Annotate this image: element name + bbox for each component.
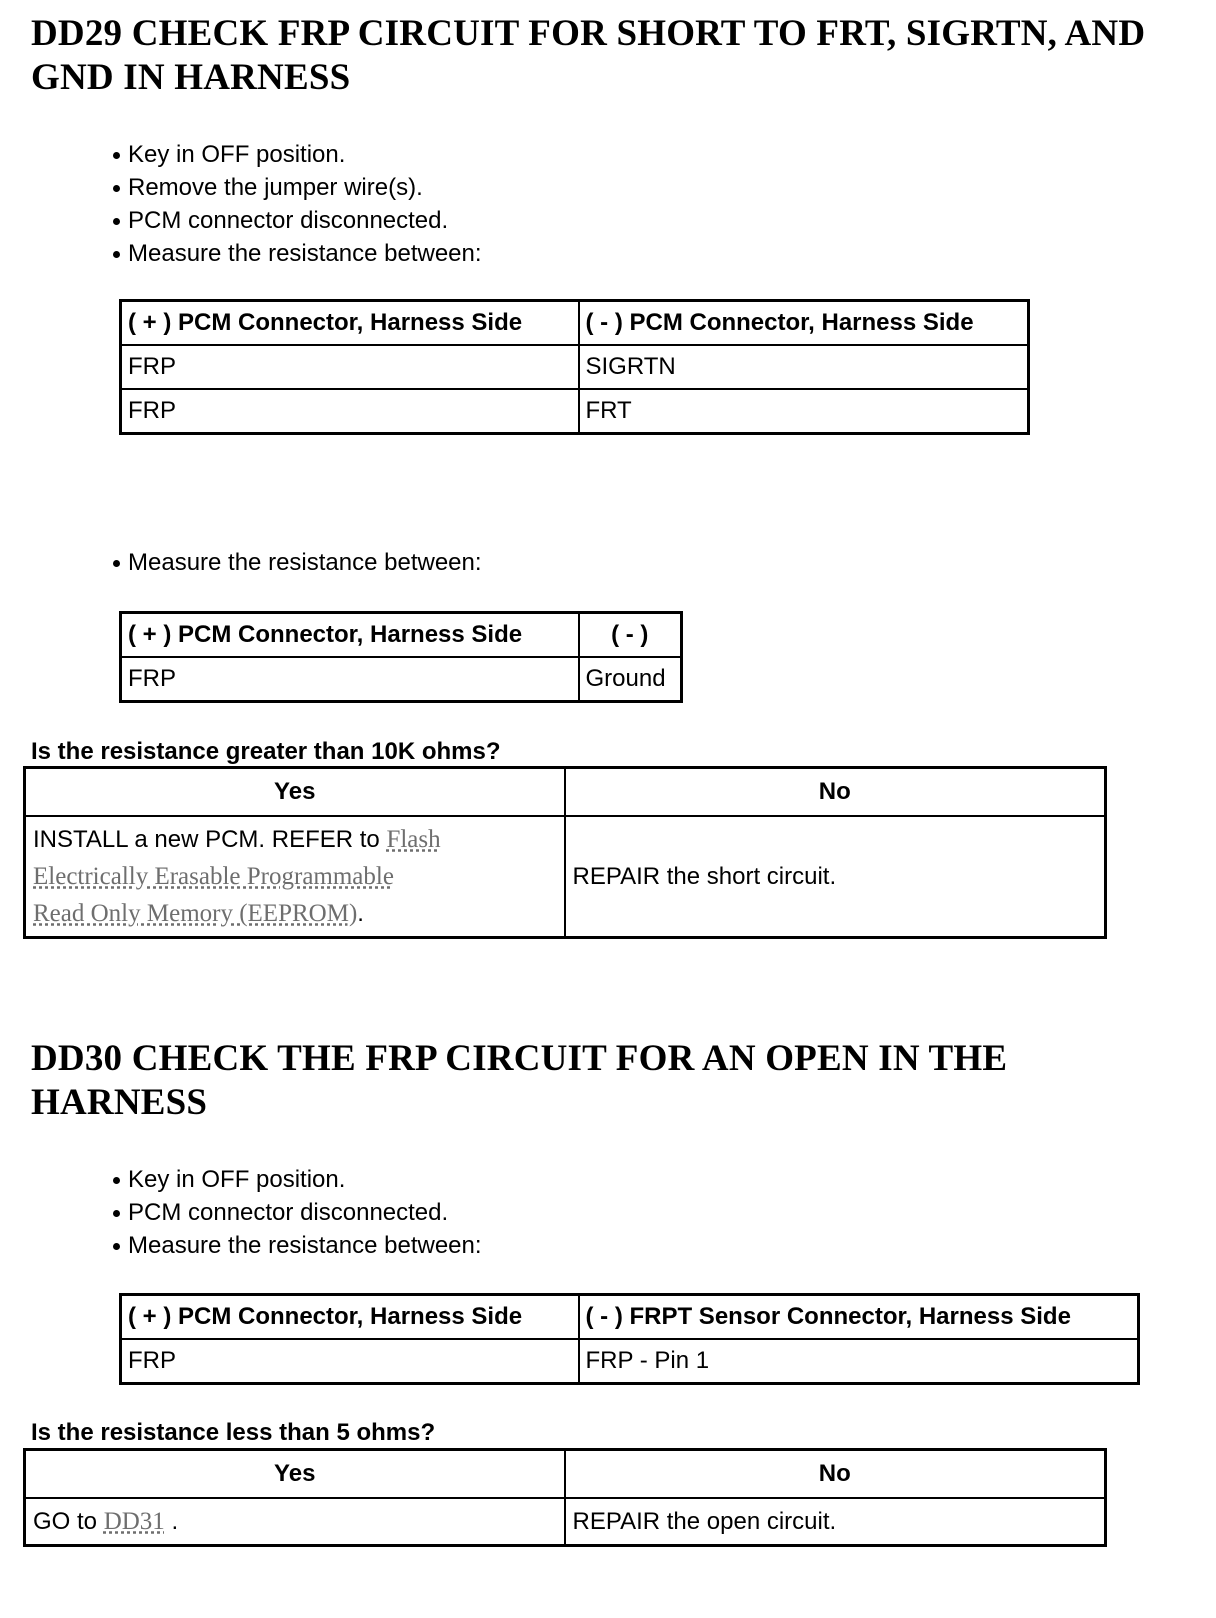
dd30-title xyxy=(31,1037,1007,1125)
column-header: ( - ) PCM Connector, Harness Side xyxy=(579,301,1029,346)
column-header: ( - ) FRPT Sensor Connector, Harness Side xyxy=(579,1295,1139,1340)
table-cell: FRP xyxy=(121,345,579,389)
dd29-measurement-table-2 xyxy=(119,611,683,703)
table-row xyxy=(121,389,1029,434)
list-item: Key in OFF position. xyxy=(112,138,482,171)
list-item: Measure the resistance between: xyxy=(112,1229,482,1262)
yes-cell xyxy=(25,816,565,938)
table-header-row xyxy=(25,768,1106,817)
table-cell: FRP xyxy=(121,389,579,434)
dd29-measurement-table-1 xyxy=(119,299,1030,435)
dd29-title-line2: GND IN HARNESS xyxy=(31,57,351,98)
dd29-bullet-measure: Measure the resistance between: xyxy=(112,546,482,579)
yes-suffix: . xyxy=(357,900,364,927)
no-cell: REPAIR the short circuit. xyxy=(565,816,1106,938)
dd29-title xyxy=(31,12,1145,100)
column-header: ( - ) xyxy=(579,613,682,658)
eeprom-link-line1[interactable]: Flash xyxy=(386,826,441,853)
table-cell: FRP xyxy=(121,1339,579,1384)
yes-header: Yes xyxy=(25,768,565,817)
table-row xyxy=(25,816,1106,938)
dd30-result-table xyxy=(23,1448,1107,1547)
column-header: ( + ) PCM Connector, Harness Side xyxy=(121,613,579,658)
table-cell: Ground xyxy=(579,657,682,702)
table-header-row xyxy=(121,1295,1139,1340)
no-header: No xyxy=(565,1450,1106,1499)
dd30-measurement-table xyxy=(119,1293,1140,1385)
list-item: PCM connector disconnected. xyxy=(112,204,482,237)
table-row xyxy=(121,1339,1139,1384)
table-row xyxy=(121,657,682,702)
dd29-title-line1: DD29 CHECK FRP CIRCUIT FOR SHORT TO FRT, SIGRTN, AND xyxy=(31,13,1146,54)
no-header: No xyxy=(565,768,1106,817)
eeprom-link-line2[interactable]: Electrically Erasable Programmable xyxy=(33,863,394,890)
dd30-title-line1: DD30 CHECK THE FRP CIRCUIT FOR AN OPEN IN THE xyxy=(31,1038,1008,1079)
yes-text: GO to xyxy=(33,1508,98,1535)
dd29-question: Is the resistance greater than 10K ohms? xyxy=(31,738,501,765)
table-cell: SIGRTN xyxy=(579,345,1029,389)
dd30-title-line2: HARNESS xyxy=(31,1082,208,1123)
dd29-result-table xyxy=(23,766,1107,939)
table-header-row xyxy=(121,301,1029,346)
yes-suffix: . xyxy=(164,1508,179,1535)
list-item: Remove the jumper wire(s). xyxy=(112,171,482,204)
table-header-row xyxy=(121,613,682,658)
column-header: ( + ) PCM Connector, Harness Side xyxy=(121,1295,579,1340)
list-item: Measure the resistance between: xyxy=(112,237,482,270)
table-row xyxy=(121,345,1029,389)
table-header-row xyxy=(25,1450,1106,1499)
dd31-link[interactable]: DD31 xyxy=(103,1508,165,1535)
dd30-question: Is the resistance less than 5 ohms? xyxy=(31,1419,436,1446)
column-header: ( + ) PCM Connector, Harness Side xyxy=(121,301,579,346)
dd29-bullet-list xyxy=(112,138,482,270)
no-cell: REPAIR the open circuit. xyxy=(565,1498,1106,1546)
list-item: Key in OFF position. xyxy=(112,1163,482,1196)
list-item: PCM connector disconnected. xyxy=(112,1196,482,1229)
table-cell: FRP - Pin 1 xyxy=(579,1339,1139,1384)
yes-header: Yes xyxy=(25,1450,565,1499)
dd30-bullet-list xyxy=(112,1163,482,1262)
table-cell: FRT xyxy=(579,389,1029,434)
eeprom-link-line3[interactable]: Read Only Memory (EEPROM) xyxy=(33,900,358,927)
yes-text: INSTALL a new PCM. REFER to xyxy=(33,826,380,853)
yes-cell xyxy=(25,1498,565,1546)
table-cell: FRP xyxy=(121,657,579,702)
table-row xyxy=(25,1498,1106,1546)
